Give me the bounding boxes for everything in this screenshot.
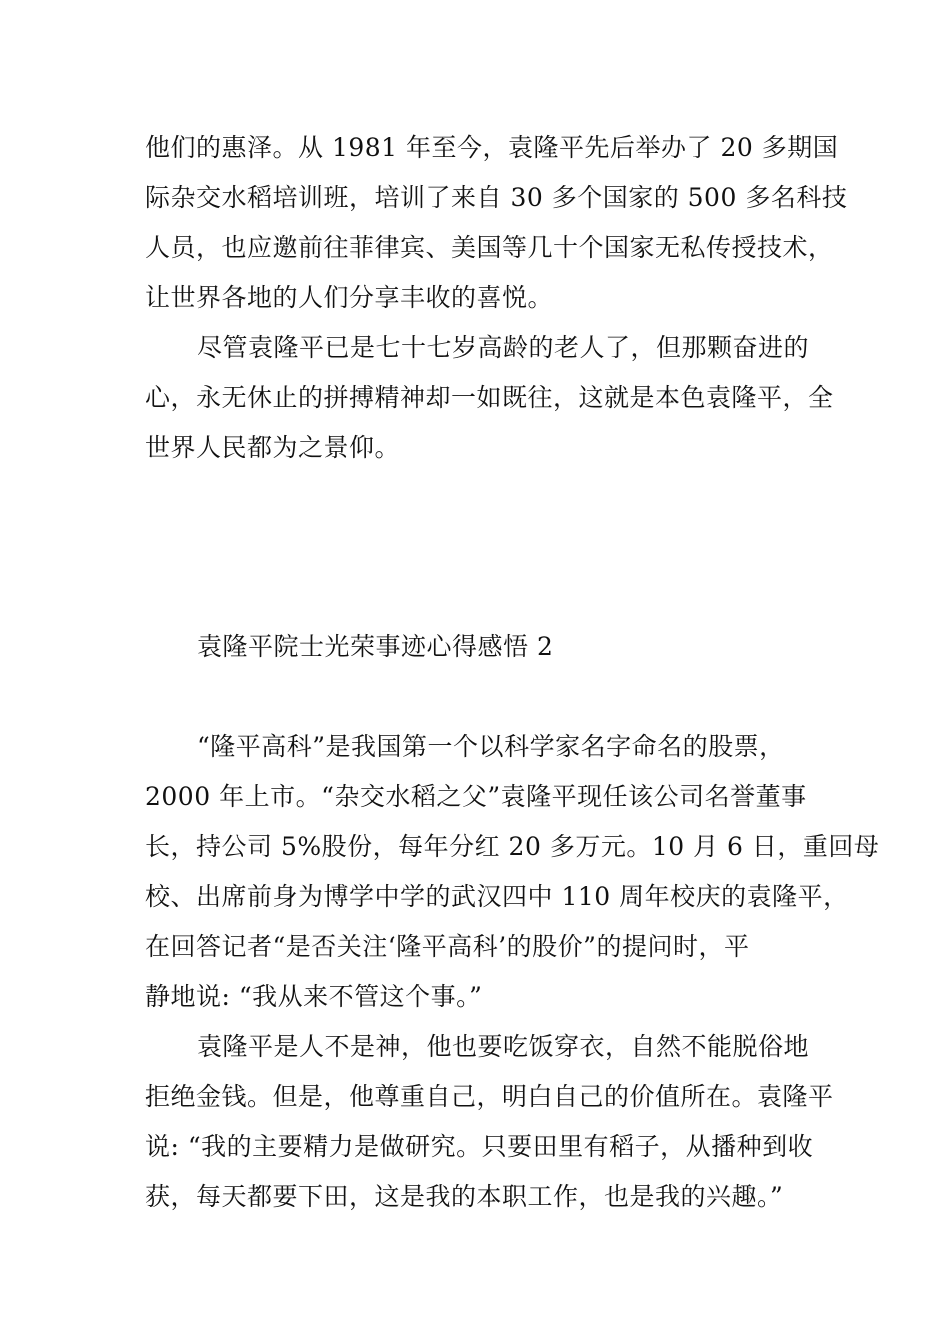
paragraph-line: 尽管袁隆平已是七十七岁高龄的老人了，但那颗奋进的 (197, 333, 810, 362)
paragraph-continued (145, 123, 848, 323)
paragraph-line: 获，每天都要下田，这是我的本职工作，也是我的兴趣。” (145, 1182, 784, 1211)
paragraph-conclusion (145, 323, 834, 473)
paragraph-line: 世界人民都为之景仰。 (145, 433, 401, 462)
paragraph-line: 际杂交水稻培训班，培训了来自 30 多个国家的 500 多名科技 (145, 183, 848, 212)
paragraph-line: 说: “我的主要精力是做研究。只要田里有稻子，从播种到收 (145, 1132, 814, 1161)
paragraph-line: 在回答记者“是否关注‘隆平高科’的股价”的提问时，平 (145, 932, 750, 961)
paragraph-line: 袁隆平是人不是神，他也要吃饭穿衣，自然不能脱俗地 (197, 1032, 810, 1061)
paragraph-line: 2000 年上市。“杂交水稻之父”袁隆平现任该公司名誉董事 (145, 782, 807, 811)
paragraph-line: 让世界各地的人们分享丰收的喜悦。 (145, 283, 554, 312)
paragraph-line: 心，永无休止的拼搏精神却一如既往，这就是本色袁隆平，全 (145, 383, 834, 412)
paragraph-line: 拒绝金钱。但是，他尊重自己，明白自己的价值所在。袁隆平 (145, 1082, 834, 1111)
paragraph-line: 静地说: “我从来不管这个事。” (145, 982, 483, 1011)
section-heading: 袁隆平院士光荣事迹心得感悟 2 (197, 632, 554, 661)
paragraph-line: “隆平高科”是我国第一个以科学家名字命名的股票， (197, 732, 785, 761)
paragraph-line: 校、出席前身为博学中学的武汉四中 110 周年校庆的袁隆平， (145, 882, 849, 911)
paragraph-line: 长，持公司 5%股份，每年分红 20 多万元。10 月 6 日，重回母 (145, 832, 880, 861)
paragraph-values (145, 1022, 834, 1222)
paragraph-line: 人员，也应邀前往菲律宾、美国等几十个国家无私传授技术， (145, 233, 834, 262)
paragraph-stock (145, 722, 880, 1022)
paragraph-line: 他们的惠泽。从 1981 年至今，袁隆平先后举办了 20 多期国 (145, 133, 839, 162)
section-heading-block (145, 622, 813, 672)
